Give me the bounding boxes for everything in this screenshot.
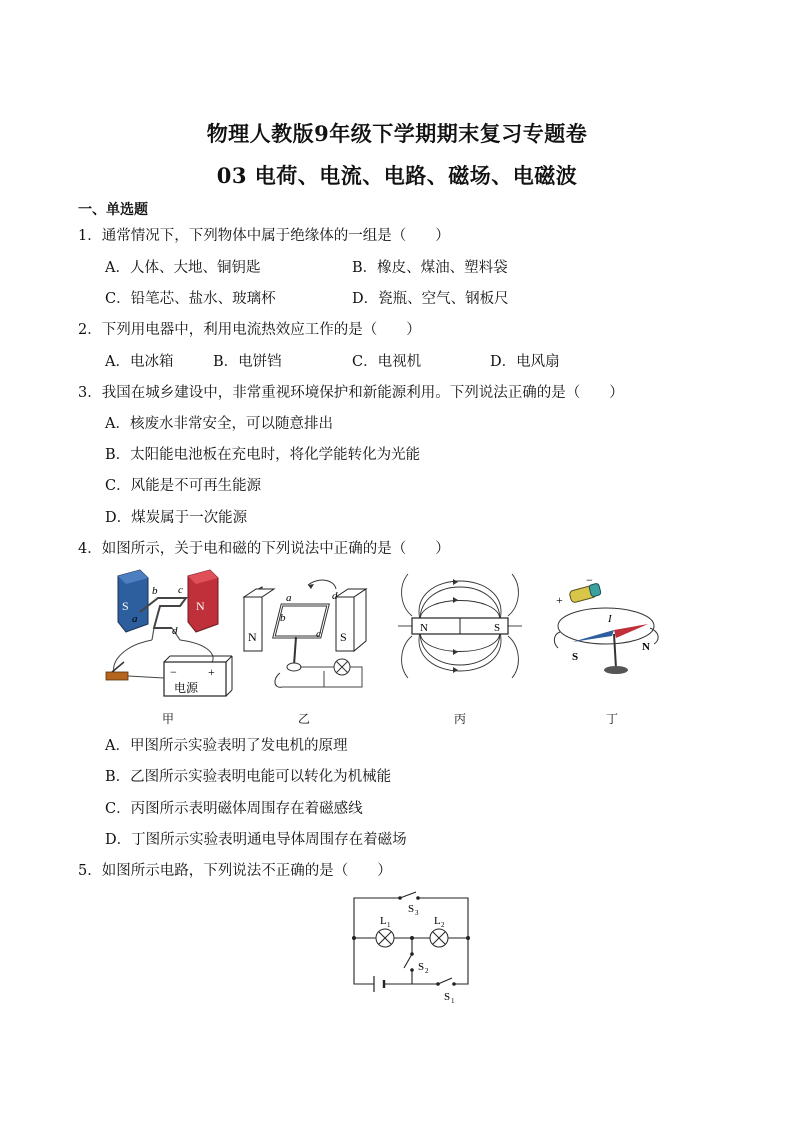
ding-s-label: S <box>572 651 579 663</box>
page-title: 物理人教版9年级下学期期末复习专题卷 <box>206 121 588 146</box>
circuit-s2-label: S <box>418 961 425 973</box>
circuit-s2-subscript: 2 <box>425 967 429 975</box>
figure-bing-diagram <box>398 566 522 696</box>
yi-s-label: S <box>340 630 347 644</box>
question-2-option-d: D．电风扇 <box>490 354 560 370</box>
question-1-option-c: C．铅笔芯、盐水、玻璃杯 <box>105 291 276 307</box>
jia-c-label: c <box>178 584 183 596</box>
question-4-stem: 4．如图所示，关于电和磁的下列说法中正确的是（ ） <box>78 541 450 557</box>
section-heading: 一、单选题 <box>78 202 148 218</box>
circuit-l1-subscript: 1 <box>387 921 391 929</box>
question-4-option-a: A．甲图所示实验表明了发电机的原理 <box>105 738 348 754</box>
jia-s-label: S <box>122 599 129 613</box>
ding-current-label: I <box>608 613 612 625</box>
circuit-l1-label: L <box>380 915 387 927</box>
figure-label-ding: 丁 <box>606 712 619 726</box>
figure-jia-diagram <box>100 566 240 704</box>
bing-s-label: S <box>494 622 501 634</box>
question-2-option-b: B．电饼铛 <box>213 354 282 370</box>
circuit-s3-subscript: 3 <box>415 909 419 917</box>
jia-minus-sign: − <box>170 665 177 679</box>
question-3-stem: 3．我国在城乡建设中，非常重视环境保护和新能源利用。下列说法正确的是（ ） <box>78 385 624 401</box>
jia-plus-sign: + <box>208 665 215 679</box>
question-1-option-d: D．瓷瓶、空气、钢板尺 <box>352 291 509 307</box>
jia-n-label: N <box>196 599 205 613</box>
ding-plus-sign: + <box>556 593 563 607</box>
circuit-s1-subscript: 1 <box>451 997 455 1004</box>
question-1-option-b: B．橡皮、煤油、塑料袋 <box>352 260 508 276</box>
question-3-option-b: B．太阳能电池板在充电时，将化学能转化为光能 <box>105 447 421 463</box>
circuit-l2-label: L <box>434 915 441 927</box>
question-1-option-a: A．人体、大地、铜钥匙 <box>105 260 261 276</box>
question-2-option-c: C．电视机 <box>352 354 422 370</box>
figure-yi-diagram <box>238 575 368 695</box>
ding-minus-sign: − <box>586 573 593 587</box>
yi-d-label: d <box>332 590 338 602</box>
question-3-option-c: C．风能是不可再生能源 <box>105 478 262 494</box>
circuit-s3-label: S <box>408 903 415 915</box>
page-subtitle: 03 电荷、电流、电路、磁场、电磁波 <box>216 163 578 188</box>
yi-a-label: a <box>286 592 292 604</box>
figure-label-bing: 丙 <box>454 712 467 726</box>
bing-n-label: N <box>420 622 428 634</box>
figure-label-jia: 甲 <box>162 712 175 726</box>
figure-label-yi: 乙 <box>298 712 311 726</box>
question-2-stem: 2．下列用电器中，利用电流热效应工作的是（ ） <box>78 322 421 338</box>
question-3-option-d: D．煤炭属于一次能源 <box>105 510 248 526</box>
yi-n-label: N <box>248 630 257 644</box>
jia-d-label: d <box>172 625 178 637</box>
question-4-option-c: C．丙图所示表明磁体周围存在着磁感线 <box>105 801 363 817</box>
figure-ding-diagram <box>550 572 670 682</box>
circuit-s1-label: S <box>444 991 451 1003</box>
jia-power-label: 电源 <box>174 681 199 695</box>
question-4-option-b: B．乙图所示实验表明电能可以转化为机械能 <box>105 769 392 785</box>
question-1-stem: 1．通常情况下，下列物体中属于绝缘体的一组是（ ） <box>78 228 450 244</box>
circuit-l2-subscript: 2 <box>441 921 445 929</box>
question-2-option-a: A．电冰箱 <box>105 354 174 370</box>
yi-b-label: b <box>280 612 286 624</box>
question-4-option-d: D．丁图所示实验表明通电导体周围存在着磁场 <box>105 832 407 848</box>
question-5-circuit-diagram <box>348 888 474 1004</box>
question-5-stem: 5．如图所示电路，下列说法不正确的是（ ） <box>78 863 392 879</box>
ding-n-label: N <box>642 641 650 653</box>
jia-a-label: a <box>132 613 138 625</box>
question-3-option-a: A．核废水非常安全，可以随意排出 <box>105 416 333 432</box>
jia-b-label: b <box>152 585 158 597</box>
yi-c-label: c <box>316 628 321 640</box>
